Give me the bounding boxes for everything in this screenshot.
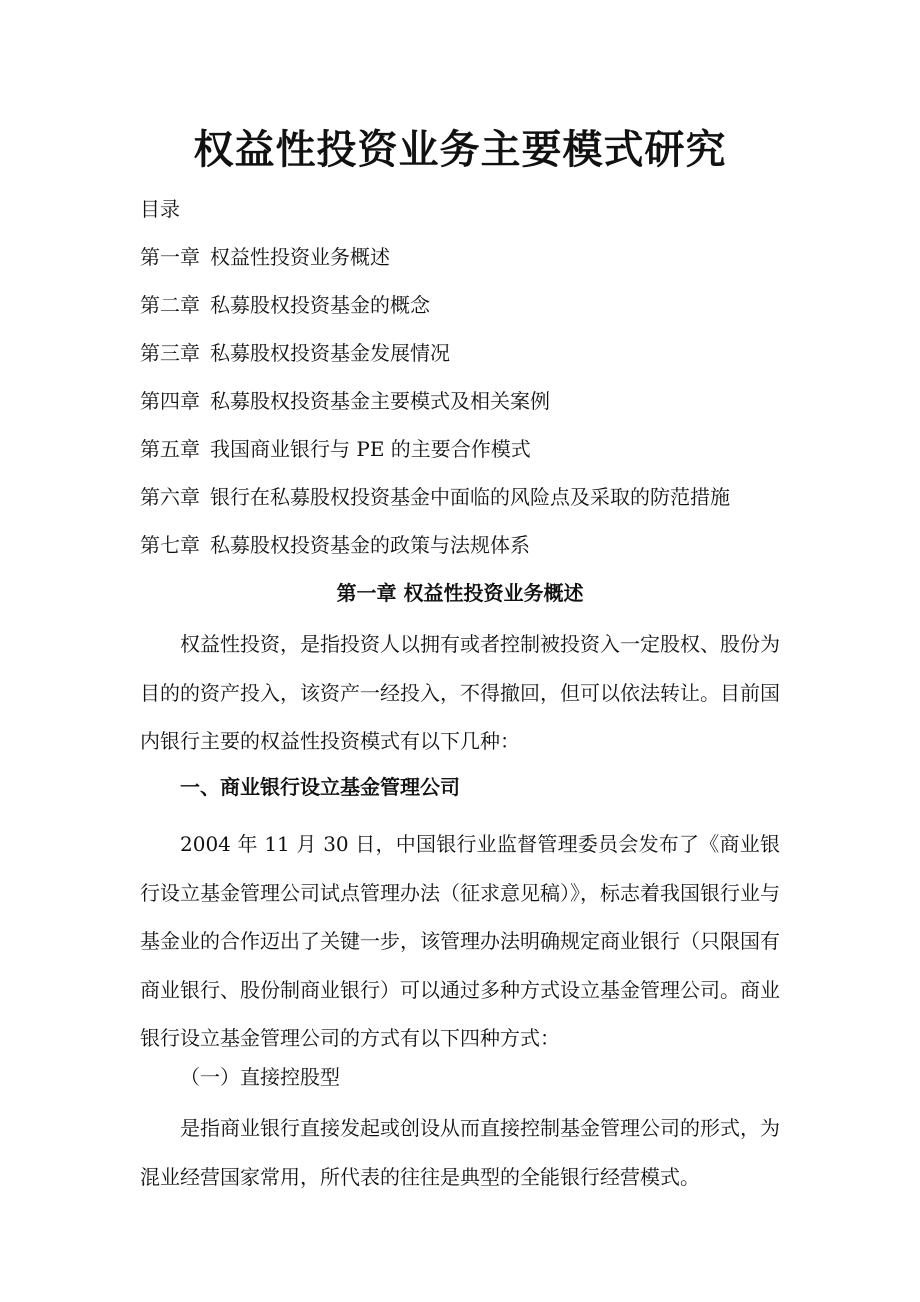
chapter-heading: 第一章 权益性投资业务概述 xyxy=(336,581,584,605)
toc-item xyxy=(140,434,531,464)
section-heading: 一、商业银行设立基金管理公司 xyxy=(180,775,460,799)
toc-item-number: 第一章 xyxy=(140,245,200,269)
toc-item xyxy=(140,386,550,416)
toc-item xyxy=(140,242,390,272)
toc-item-text: 私募股权投资基金发展情况 xyxy=(210,341,450,365)
intro-paragraph: 权益性投资，是指投资人以拥有或者控制被投资入一定股权、股份为目的的资产投入，该资产一经投入，不得撤回，但可以依法转让。目前国内银行主要的权益性投资模式有以下几种： xyxy=(140,632,780,753)
toc-item xyxy=(140,338,450,368)
toc-item-text: 私募股权投资基金主要模式及相关案例 xyxy=(210,389,550,413)
subsection-heading: （一）直接控股型 xyxy=(180,1065,340,1089)
subsection-paragraph: 是指商业银行直接发起或创设从而直接控制基金管理公司的形式，为混业经营国家常用，所代表的往往是典型的全能银行经营模式。 xyxy=(140,1116,780,1189)
toc-item-text: 私募股权投资基金的政策与法规体系 xyxy=(210,533,530,557)
toc-item-number: 第四章 xyxy=(140,389,200,413)
toc-item-number: 第五章 xyxy=(140,437,200,461)
toc-item-number: 第六章 xyxy=(140,485,200,509)
toc-item xyxy=(140,482,730,512)
toc-item-number: 第七章 xyxy=(140,533,200,557)
toc-item-number: 第二章 xyxy=(140,293,200,317)
toc-item-text: 私募股权投资基金的概念 xyxy=(210,293,430,317)
toc-item xyxy=(140,530,530,560)
toc-item-text: 我国商业银行与 PE 的主要合作模式 xyxy=(210,437,531,461)
toc-item-text: 银行在私募股权投资基金中面临的风险点及采取的防范措施 xyxy=(210,485,730,509)
toc-item xyxy=(140,290,430,320)
toc-label: 目录 xyxy=(140,197,180,221)
toc-item-number: 第三章 xyxy=(140,341,200,365)
document-title: 权益性投资业务主要模式研究 xyxy=(193,127,727,173)
toc-item-text: 权益性投资业务概述 xyxy=(210,245,390,269)
section-paragraph: 2004 年 11 月 30 日，中国银行业监督管理委员会发布了《商业银行设立基金管理公司试点管理办法（征求意见稿）》，标志着我国银行业与基金业的合作迈出了关键一步，该管理办法明确规定商业银行（只限国有商业银行、股份制商业银行）可以通过多种方式设立基金管理公司。商业银行设立基金管理公司的方式有以下四种方式： xyxy=(140,832,780,1050)
